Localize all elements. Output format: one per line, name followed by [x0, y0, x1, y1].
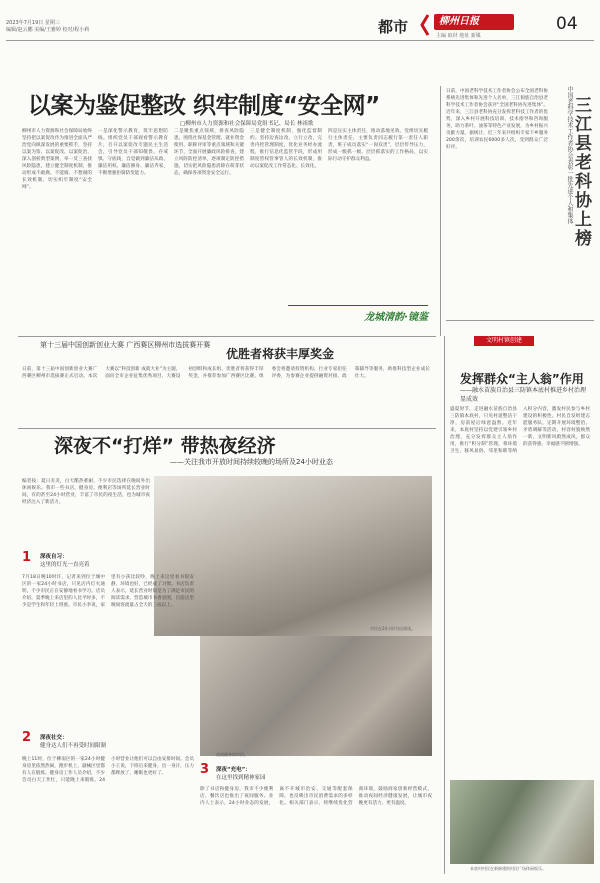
lead-headline: 以案为鉴促整改 织牢制度“安全网” — [28, 93, 380, 119]
section-3-number: 3 — [200, 762, 210, 777]
header-rule — [6, 40, 594, 41]
section-1-title: 深夜自习： — [40, 554, 68, 560]
lead-col-5: 四是压实主体责任，推动落地见效。党组切实履行主体责任，主要负责同志履行第一责任人职责，班子成员落实“一岗双责”，层层传导压力，形成一级抓一级、层层抓落实的工作格局，以实际行动守护群众利益。 — [328, 129, 428, 162]
lead-col-1: 柳州市人力资源和社会保障局始终坚持把以案促改作为推进全面从严治党向纵深发展的重要抓手，坚持以案为鉴、以案促改、以案促治，深入剖析典型案例，举一反三查找风险隐患，建立健全制度机制，推动形成不敢腐、不能腐、不想腐的长效机制，切实织牢制度“安全网”。 — [22, 129, 92, 190]
mid-headline: 优胜者将获丰厚奖金 — [226, 347, 335, 361]
section-2-number: 2 — [22, 730, 32, 745]
section-1-subtitle: 这里的灯光一直亮着 — [40, 562, 90, 568]
right-top-rule — [446, 320, 594, 321]
mid-kicker: 第十三届中国创新创业大赛 广西赛区柳州市选拔赛开赛 — [40, 341, 211, 349]
section-2-title: 深夜社交： — [40, 735, 68, 741]
lead-col-3: 二是聚焦重点领域，排查风险隐患。围绕社保基金管理、就业资金使用、职称评审等重点领域和关键环节，全面开展廉政风险排查，建立风险防控清单，逐项制定防控措施，切实把风险隐患消除在萌芽状态，确保各项资金安全运行。 — [174, 129, 244, 176]
chevron-icon — [420, 14, 430, 36]
section-2-subtitle: 健身达人们不再受时间限制 — [40, 743, 107, 749]
editor-line: 编辑/赵云鹏 美编/王雅婷 校对/程小莉 — [6, 27, 90, 33]
lead-byline: □柳州市人力资源和社会保障局党组书记、局长 林祖歌 — [180, 121, 314, 127]
page-number: 04 — [556, 14, 578, 34]
mid-body: 日前，第十三届中国创新创业大赛广西赛区柳州市选拔赛正式启动。本次大赛以“科技创新 成就大业”为主题，面向全市企业征集优秀项目，大赛设初创组和成长组，优胜者将获得丰厚奖金，并推荐参加广西赛区比赛。组委会将邀请投资机构、行业专家担任评委，为参赛企业提供融资对接、政策辅导等服务，助推科技型企业成长壮大。 — [22, 367, 430, 379]
issue-date: 2023年7月19日 星期三 — [6, 20, 60, 26]
right-top-subhead: 中国老科学技术工作者协会表彰一批先进个人和集体 — [566, 86, 573, 224]
section-tag: 龙城清韵·镜鉴 — [288, 305, 428, 322]
section-3-subtitle: 在这里找到精神家园 — [216, 775, 266, 781]
feature-subhead: ——关注我市开放时间持续较晚的场所及24小时业态 — [170, 458, 333, 466]
lead-col-2: 一是深化警示教育，筑牢思想防线。组织党员干部观看警示教育片，召开以案促改专题民主生活会，引导党员干部知敬畏、存戒惧、守底线，自觉做到廉洁从政、廉洁用权、廉洁修身、廉洁齐家，不断增强拒腐防变能力。 — [98, 129, 168, 176]
feature-headline: 深夜不“打烊” 带热夜经济 — [54, 435, 276, 457]
mid-bottom-rule — [18, 428, 436, 429]
section-1-body: 7月18日晚10时许，记者来到位于城中区的一家24小时书店，只见店内灯火通明，不少市民正在安静地看书学习。店员介绍，夏季晚上来店里的人比平时多，不少是学生和年轻上班族。市民小李说，家里有小孩比较吵，晚上来这里看书很安静，环境也好，已经成了习惯。书店负责人表示，延长营业时间是为了满足市民的阅读需求，营造城市书香氛围，目前店里晚间客流量占全天的三成以上。 — [22, 575, 194, 608]
right-top-headline: 三江县老科协上榜 — [571, 96, 591, 248]
right-mid-tag: 文明村镇创建 — [474, 336, 534, 346]
lead-col-4: 三是健全制度机制，强化监督制约。坚持边查边改、立行立改，完善内控管理制度，优化业务经办流程，推行信息化监管手段，形成用制度管权管事管人的长效机制，推动以案促改工作常态化、长效化。 — [250, 129, 322, 169]
paper-logo: 柳州日报 — [434, 14, 514, 30]
bookstore-photo-caption: 市民在24小时书店阅读。 — [370, 626, 416, 631]
right-mid-headline: 发挥群众“主人翁”作用 — [460, 372, 584, 386]
gym-photo — [200, 636, 432, 756]
lead-bottom-rule — [18, 336, 436, 337]
column-divider — [440, 86, 441, 336]
right-mid-body: 盛夏时节，走进融水苗族自治县三防镇本底村，只见村道整洁干净，房前屋后绿意盎然。近年来，本底村坚持以党建引领乡村治理，充分发挥群众主人翁作用，推行“积分制”管理，将环境卫生、移风易俗、邻里和睦等纳入积分内容，激发村民参与乡村建设的积极性。村民自发组建志愿服务队，定期开展环境整治、矛盾调解等活动，村容村貌焕然一新，文明新风蔚然成风，群众的获得感、幸福感不断增强。 — [450, 407, 590, 454]
section-2-body: 晚上11时，位于柳南区的一家24小时健身房里依然热闹，跑步机上、器械区里都有人在锻炼。健身房工作人员介绍，不少会员白天工作忙，只能晚上来锻炼，24小时营业让他们可以自由安排时间。会员小王说，下班后来健身，出一身汗，压力都释放了，睡眠也更好了。 — [22, 757, 194, 783]
feature-intro: 编者按：夏日炎炎，白天酷热难耐，不少市民选择在晚间外出休闲娱乐。我市一些书店、健身房、便利店等场所延长营业时间，有的甚至24小时营业，丰富了市民的夜生活，也为城市夜经济注入了新活力。 — [22, 479, 150, 505]
section-3-title: 深夜“充电”： — [216, 767, 251, 773]
paper-subline: 主编 取材 地址 新媒 — [436, 33, 481, 39]
column-divider-2 — [444, 336, 445, 874]
village-photo — [450, 780, 594, 864]
village-photo-caption: 本底村村民在新修建的村民广场休闲娱乐。 — [470, 866, 546, 871]
gym-photo-caption: 夜间健身的市民。 — [216, 752, 248, 757]
section-3-body: 除了书店和健身房，我市不少便利店、餐饮店也推出了夜间服务。业内人士表示，24小时业态的发展，离不开城市治安、交通等配套保障，也反映出市民消费需求的多样化。相关部门表示，将继续优化营商环境，鼓励商家创新经营模式，推动夜间经济健康发展，让城市夜晚更有活力、更有温度。 — [200, 787, 432, 806]
section-1-number: 1 — [22, 550, 32, 565]
bookstore-photo — [154, 476, 432, 636]
section-label: 都市 — [378, 18, 409, 36]
right-top-body: 日前，中国老科学技术工作者协会公布全国老科协系统先进集体和先进个人名单，三江侗族自治县老科学技术工作者协会获评“全国老科协先进集体”。近年来，三江县老科协充分发挥老科技工作者的优势，深入乡村开展科技培训、技术指导和咨询服务，助力茶叶、油茶等特色产业发展，为乡村振兴贡献力量。据统计，近三年来共组织专家下乡服务200余次，培训农民6000多人次，受到群众广泛好评。 — [446, 89, 548, 150]
right-mid-subhead: ——融水苗族自治县三防镇本底村推进乡村治理显成效 — [460, 387, 587, 403]
